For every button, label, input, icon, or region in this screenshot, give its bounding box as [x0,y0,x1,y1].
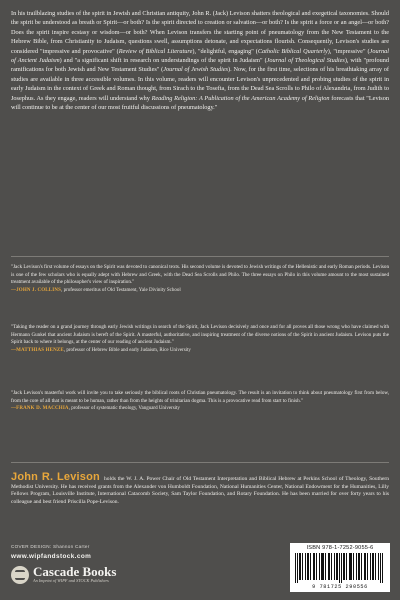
publisher-website-link[interactable]: www.wipfandstock.com [11,553,92,560]
endorsement-credit [11,288,181,293]
author-name: John R. Levison [11,471,100,483]
endorser-title: , professor emeritus of Old Testament, Yale Divinity School [61,288,181,294]
dash: — [11,348,17,354]
endorser-name: MATTHIAS HENZE [16,348,64,354]
intro-text-3: ), "impressive" ( [327,47,370,55]
endorsement-collins [11,264,389,295]
divider-bottom [11,462,389,463]
cover-design-credit: COVER DESIGN: Shannon Carter [11,544,90,549]
intro-text-4: ) and "a significant shift in research on understandings of the spirit in Judaism" ( [59,57,267,65]
endorsement-henze [11,324,389,355]
citation-jts: Journal of Theological Studies [266,57,345,65]
author-bio-text: holds the W. J. A. Power Chair of Old Testament Interpretation and Biblical Hebrew at Perkins School of Theology, Southern Methodist University. He has received grants from the Alexander von Humboldt Foundation, National Humanities Center, National Endowment for the Humanities, Lilly Fellows Program, Louisville Institute, International Catacomb Society, Sam Taylor Foundation, and Rotary Foundation. He has been married for over forty years to his colleague and best friend Priscilla Pope-Levison. [11,476,389,505]
intro-text-5: ), with "profound ramifications for both Jewish and New Testament Studies" ( [11,57,389,74]
endorser-name: JOHN J. COLLINS [16,288,62,294]
endorsement-quote: "Jack Levison's masterful work will invite you to take seriously the biblical roots of Christian pneumatology. The result is an invitation to think about pneumatology first from below, from the core of all that is meant to be human, rather than from the heights of trinitarian dogma. This is a provocative read from start to finish." [11,390,389,404]
dash: — [11,288,17,294]
publisher-tagline: An Imprint of WIPF and STOCK Publishers [33,578,109,583]
endorsement-credit [11,406,180,411]
citation-rbl: Review of Biblical Literature [118,47,193,55]
cascade-logo-icon [11,566,29,584]
barcode-bars-icon [295,553,385,583]
endorsement-credit [11,348,191,353]
citation-cbq: Catholic Biblical Quarterly [257,47,328,55]
publisher-logo [11,565,116,584]
divider-top [11,256,389,257]
author-bio [11,471,389,506]
endorser-title: , professor of systematic theology, Vanguard University [68,406,180,412]
citation-jjs: Journal of Jewish Studies [163,66,229,74]
citation-reading-religion: Reading Religion: A Publication of the American Academy of Religion [151,94,330,102]
intro-text-1: In his trailblazing studies of the spirit in Jewish and Christian antiquity, John R. (Jack) Levison shatters theological and exegetical taxonomies. Should the spirit be understood as breath or Spirit—or both? Is the spirit directed to creation or salvation—or both? Is the spirit a force or an angel—or both? Does the spirit inspire ecstasy or wisdom—or both? When Levison transfers the starting point of pneumatology from the New Testament to the Hebrew Bible, from Christianity to Judaism, questions swell, assumptions detonate, and expectations flourish. Consequently, Levison's studies are considered "impressive and provocative" ( [11,10,389,55]
intro-text-7: forecasts that "Levison will continue to be at the center of our most fruitful discussions of pneumatology." [11,94,389,112]
intro-paragraph [11,9,389,112]
endorser-name: FRANK D. MACCHIA [16,406,69,412]
endorsement-quote: "Taking the reader on a grand journey through early Jewish writings in search of the Spirit, Jack Levison decisively and once and for all proves all those wrong who have claimed with Hermann Gunkel that ancient Judaism is bereft of the Spirit. A masterful, authoritative, and inspiring treatment of the diverse notions of the Spirit in ancient Judaism. Levison puts the Spirit back to where it belongs, at the center of our reading of ancient Judaism." [11,324,389,346]
dash: — [11,406,17,412]
endorsement-macchia [11,390,389,413]
barcode-digits: 9 781725 290556 [312,584,368,590]
intro-text-6: ). Now, for the first time, selections of his breathtaking array of studies are available in three accessible volumes. In this volume, readers will encounter Levison's unprecedented and probing studies of the spirit in early Judaism in the context of Greek and Roman thought, from Sirach to the Tosefta, from the Dead Sea Scrolls to Philo of Alexandria, from Judith to Josephus. As they engage, readers will understand why [11,66,390,102]
citation-jaj: Journal of Ancient Judaism [11,47,389,65]
endorsement-quote: "Jack Levison's first volume of essays on the Spirit was devoted to canonical texts. His second volume is devoted to Jewish writings of the Hellenistic and early Roman periods. Levison is one of the few scholars who is equally adept with Hebrew and Greek, with the Dead Sea Scrolls and Philo. The three essays on Philo in this volume amount to the most sustained treatment available of the philosopher's view of inspiration." [11,264,389,286]
intro-text-2: ), "delightful, engaging" ( [192,47,258,55]
endorser-title: , professor of Hebrew Bible and early Judaism, Rice University [63,348,191,354]
isbn-number: ISBN 978-1-7252-9055-6 [306,545,374,551]
barcode [290,543,390,592]
publisher-name: Cascade Books [33,564,117,579]
